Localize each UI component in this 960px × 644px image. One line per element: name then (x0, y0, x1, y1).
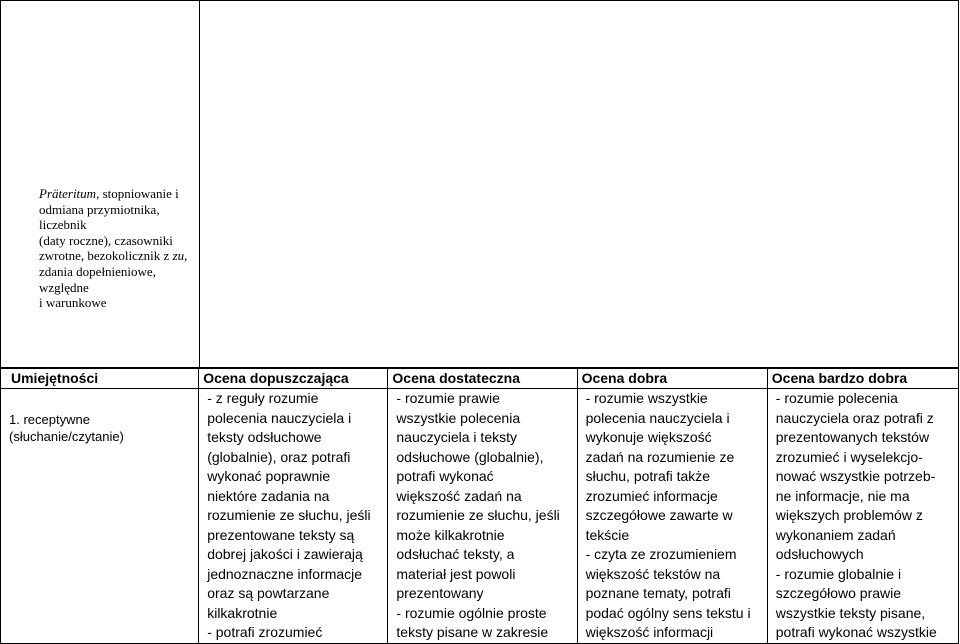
criteria-line: prezentowanych tekstów (775, 429, 930, 445)
criteria-line: tekście (585, 526, 630, 543)
criteria-line: - rozumie wszystkie (585, 390, 708, 406)
table-row (1, 389, 959, 644)
header-grade-sufficient: Ocena dopuszczająca (199, 369, 388, 389)
header-skills: Umiejętności (1, 369, 199, 389)
criteria-line: nauczyciela i teksty (396, 429, 517, 445)
grammar-line: zdania dopełnieniowe, względne (39, 263, 156, 295)
criteria-line: polecenia nauczyciela i (585, 409, 730, 426)
criteria-line: większość tekstów na (585, 565, 721, 582)
criteria-cell-very-good (767, 389, 958, 644)
criteria-line: zrozumieć i wyselekcjo- (775, 448, 923, 465)
criteria-line: - czyta ze zrozumieniem (585, 546, 737, 562)
criteria-line: odsłuchowe (globalnie), (396, 448, 544, 465)
skill-cell (1, 389, 199, 644)
criteria-line: polecenia nauczyciela i (207, 409, 352, 426)
grammar-cell (1, 1, 200, 368)
criteria-cell-sufficient (199, 389, 388, 644)
grammar-line: zwrotne, bezokolicznik z zu, (39, 248, 188, 264)
criteria-line: oraz są powtarzane (207, 585, 330, 601)
skill-detail: (słuchanie/czytanie) (9, 429, 124, 444)
skill-name: 1. receptywne (9, 412, 90, 427)
criteria-line: szczegółowo prawie (775, 585, 902, 601)
criteria-line: może kilkakrotnie (396, 526, 505, 543)
criteria-line: wykonuje większość (585, 429, 712, 445)
criteria-line: rozumienie ze słuchu, jeśli (396, 507, 560, 523)
criteria-line: prezentowane teksty są (207, 526, 355, 543)
criteria-line: - potrafi zrozumieć (207, 624, 323, 640)
criteria-line: nauczyciela oraz potrafi z (775, 409, 934, 426)
criteria-line: nować wszystkie potrzeb- (775, 468, 936, 484)
criteria-line: - rozumie prawie (396, 390, 500, 406)
criteria-line: większych problemów z (775, 507, 923, 523)
criteria-line: jednoznaczne informacje (207, 565, 363, 582)
criteria-line: wykonaniem zadań (775, 526, 896, 543)
grammar-line: (daty roczne), czasowniki (39, 232, 173, 248)
criteria-line: potrafi wykonać wszystkie (775, 624, 937, 640)
criteria-line: - z reguły rozumie (207, 390, 319, 406)
criteria-line: niektóre zadania na (207, 487, 330, 504)
criteria-line: wszystkie teksty pisane, (775, 604, 926, 621)
header-grade-satisfactory: Ocena dostateczna (388, 369, 577, 389)
criteria-line: podać ogólny sens tekstu i (585, 604, 751, 621)
header-grade-very-good: Ocena bardzo dobra (767, 369, 958, 389)
criteria-line: odsłuchowych (775, 546, 864, 562)
criteria-line: (globalnie), oraz potrafi (207, 448, 351, 465)
criteria-line: dobrej jakości i zawierają (207, 546, 363, 562)
criteria-line: ne informacje, nie ma (775, 487, 910, 504)
criteria-line: poznane tematy, potrafi (585, 585, 731, 601)
criteria-line: teksty pisane w zakresie (396, 624, 549, 640)
grading-table (0, 368, 959, 644)
criteria-line: potrafi wykonać (396, 468, 494, 484)
criteria-line: materiał jest powoli (396, 565, 516, 582)
criteria-line: - rozumie polecenia (775, 390, 898, 406)
criteria-line: słuchu, potrafi także (585, 468, 711, 484)
grammar-line: i warunkowe (39, 295, 107, 311)
criteria-line: szczegółowe zawarte w (585, 507, 733, 523)
criteria-line: teksty odsłuchowe (207, 429, 322, 445)
criteria-line: wszystkie polecenia (396, 409, 521, 426)
criteria-line: rozumienie ze słuchu, jeśli (207, 507, 371, 523)
criteria-line: zrozumieć informacje (585, 487, 718, 504)
criteria-line: odsłuchać teksty, a (396, 546, 515, 562)
header-row (1, 369, 959, 389)
criteria-line: większość informacji (585, 624, 714, 640)
empty-cell (200, 1, 959, 368)
grammar-topics-text (39, 186, 189, 311)
criteria-line: zadań na rozumienie ze (585, 448, 735, 465)
criteria-line: wykonać poprawnie (207, 468, 331, 484)
criteria-line: większość zadań na (396, 487, 522, 504)
criteria-cell-satisfactory (388, 389, 577, 644)
criteria-line: - rozumie ogólnie proste (396, 604, 547, 621)
grammar-line: Präteritum, stopniowanie i (39, 186, 179, 201)
grammar-line: odmiana przymiotnika, liczebnik (39, 201, 160, 233)
criteria-line: prezentowany (396, 585, 484, 601)
criteria-cell-good (577, 389, 767, 644)
criteria-line: - rozumie globalnie i (775, 565, 902, 582)
criteria-line: kilkakrotnie (207, 604, 278, 621)
header-grade-good: Ocena dobra (577, 369, 767, 389)
